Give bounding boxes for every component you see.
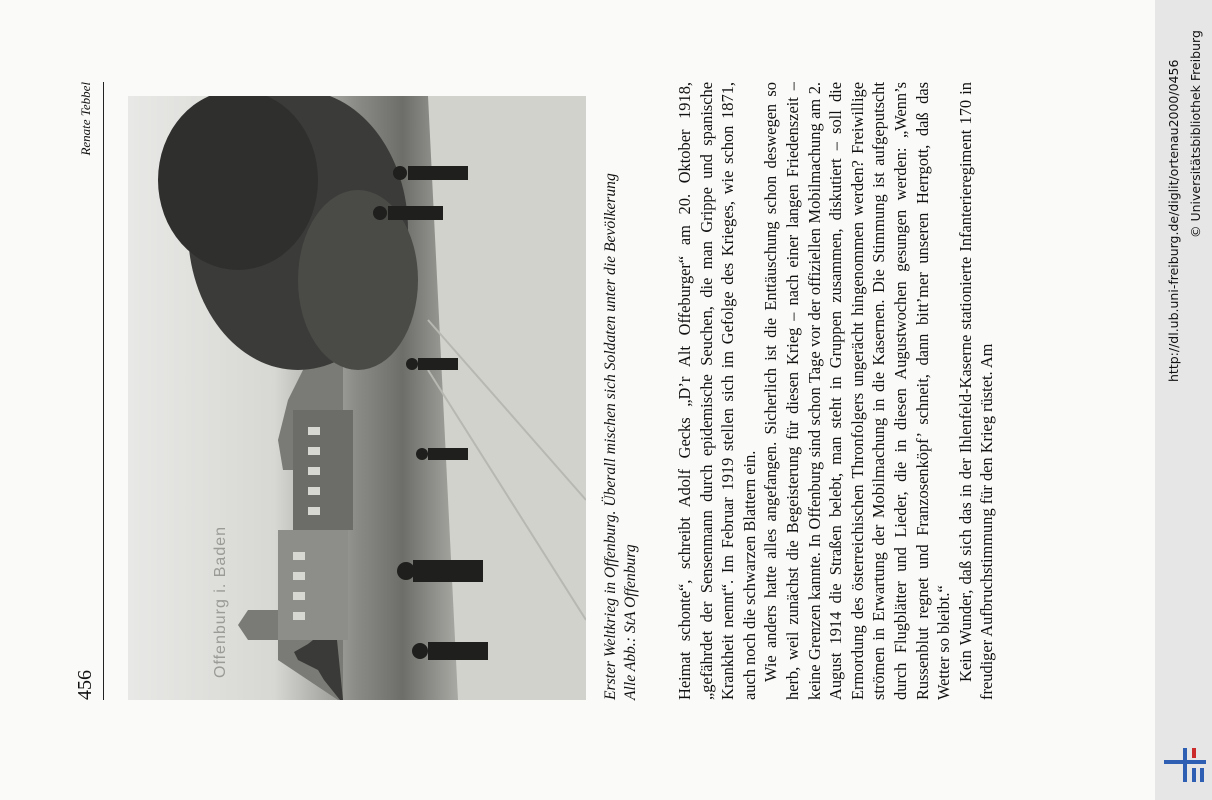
library-logo-icon	[1164, 748, 1206, 782]
page-number: 456	[74, 670, 96, 700]
paragraph: Heimat schonte“, schreibt Adolf Gecks „D’r Alt Offeburger“ am 20. Oktober 1918, „gefährdet der Sensenmann durch epidemische Seuchen, die man Grippe und spanische Krankheit nennt“. Im Februar 1919 stellen sich im Gefolge des Krieges, wie schon 1871, auch noch die schwarzen Blattern ein.	[675, 82, 759, 700]
paragraph: Wie anders hatte alles angefangen. Sicherlich ist die Enttäuschung schon deswegen so herb, weil zunächst die Begeisterung für diesen Krieg – nach einer langen Friedenszeit – keine Grenzen kannte. In Offenburg sind schon Tage vor der offiziellen Mobilmachung am 2. August 1914 die Straßen belebt, man steht in Gruppen zusammen, diskutiert – soll die Ermordung des österreichischen Thronfolgers ungerächt hingenommen werden? Freiwillige strömen in Erwartung der Mobilmachung in die Kasernen. Die Stimmung ist aufgeputscht durch Flugblätter und Lieder, die in diesen Augustwochen gesungen werden: „Wenn’s Russenblut regnet und Franzosenköpf’ schneit, dann bitt’mer unseren Herrgott, daß das Wetter so bleibt.“	[761, 82, 954, 700]
running-head	[68, 82, 104, 700]
running-head-author: Renate Tebbel	[78, 82, 93, 156]
source-url[interactable]: http://dl.ub.uni-freiburg.de/diglit/ortenau2000/0456	[1166, 59, 1181, 382]
book-page	[68, 82, 1068, 700]
figure-caption	[601, 82, 641, 700]
historic-photograph	[128, 96, 586, 700]
body-text	[674, 82, 998, 700]
photo-inscription: Offenburg i. Baden	[212, 525, 229, 678]
street-scene-illustration	[128, 96, 586, 700]
paragraph: Kein Wunder, daß sich das in der Ihlenfeld-Kaserne stationierte Infanterieregiment 170 in freudiger Aufbruchstimmung für den Krieg rüstet. Am	[955, 82, 997, 700]
caption-credit: Alle Abb.: StA Offenburg	[622, 544, 639, 700]
caption-line: Erster Weltkrieg in Offenburg. Überall mischen sich Soldaten unter die Bevölkerung	[602, 173, 619, 700]
viewer-sidebar	[1155, 0, 1212, 800]
copyright-notice: © Universitätsbibliothek Freiburg	[1188, 30, 1203, 238]
